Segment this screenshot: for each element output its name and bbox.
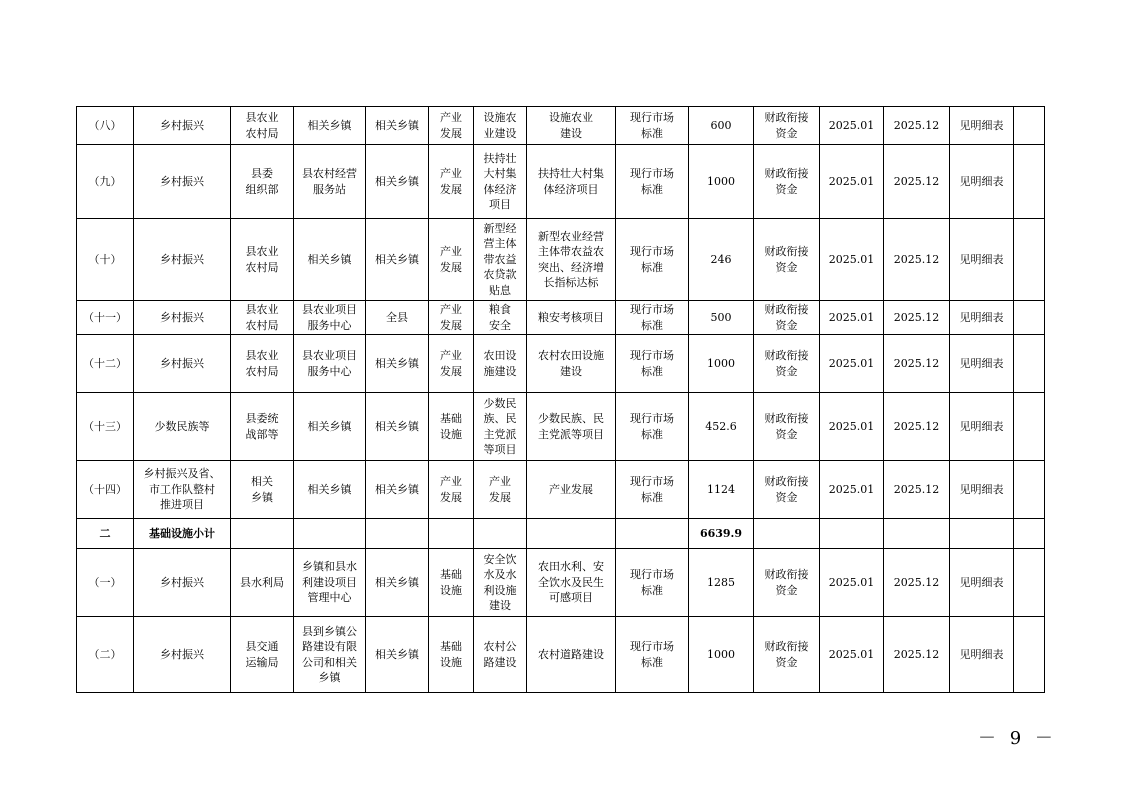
cell-end: 2025.12 [884, 393, 950, 461]
cell-location: 相关乡镇 [366, 549, 429, 617]
table-row [77, 461, 1045, 519]
cell-implementer: 县农业项目 服务中心 [294, 335, 366, 393]
cell-location: 相关乡镇 [366, 107, 429, 145]
cell-implementer: 县到乡镇公 路建设有限 公司和相关 乡镇 [294, 617, 366, 693]
cell-end: 2025.12 [884, 549, 950, 617]
cell-type: 产业 发展 [429, 461, 474, 519]
cell-department [231, 519, 294, 549]
cell-location: 相关乡镇 [366, 617, 429, 693]
table-row [77, 549, 1045, 617]
cell-location [366, 519, 429, 549]
cell-standard: 现行市场 标准 [616, 461, 689, 519]
cell-fund: 财政衔接 资金 [754, 461, 820, 519]
cell-start: 2025.01 [820, 107, 884, 145]
cell-seq: （十四） [77, 461, 134, 519]
cell-note [1014, 301, 1045, 335]
cell-detail: 见明细表 [950, 461, 1014, 519]
cell-end [884, 519, 950, 549]
cell-fund [754, 519, 820, 549]
cell-detail: 见明细表 [950, 145, 1014, 219]
cell-fund: 财政衔接 资金 [754, 617, 820, 693]
cell-standard: 现行市场 标准 [616, 145, 689, 219]
cell-note [1014, 549, 1045, 617]
cell-detail: 见明细表 [950, 107, 1014, 145]
cell-department: 县交通 运输局 [231, 617, 294, 693]
cell-seq: （十三） [77, 393, 134, 461]
cell-standard: 现行市场 标准 [616, 301, 689, 335]
cell-seq: （八） [77, 107, 134, 145]
cell-detail: 见明细表 [950, 301, 1014, 335]
cell-end: 2025.12 [884, 107, 950, 145]
cell-amount: 600 [689, 107, 754, 145]
cell-seq: （十） [77, 219, 134, 301]
cell-type: 产业 发展 [429, 301, 474, 335]
cell-type: 产业 发展 [429, 107, 474, 145]
cell-amount: 1000 [689, 617, 754, 693]
cell-content: 新型农业经营 主体带农益农 突出、经济增 长指标达标 [527, 219, 616, 301]
cell-category: 少数民族等 [134, 393, 231, 461]
table-row [77, 219, 1045, 301]
cell-subtype: 农田设 施建设 [474, 335, 527, 393]
cell-category: 乡村振兴 [134, 107, 231, 145]
cell-end: 2025.12 [884, 461, 950, 519]
cell-content: 农村道路建设 [527, 617, 616, 693]
cell-type: 基础 设施 [429, 617, 474, 693]
cell-subtype: 产业 发展 [474, 461, 527, 519]
cell-start: 2025.01 [820, 301, 884, 335]
cell-seq: （十一） [77, 301, 134, 335]
cell-fund: 财政衔接 资金 [754, 145, 820, 219]
cell-subtype: 设施农 业建设 [474, 107, 527, 145]
cell-category: 乡村振兴 [134, 549, 231, 617]
cell-start [820, 519, 884, 549]
cell-department: 县农业 农村局 [231, 219, 294, 301]
cell-content: 少数民族、民 主党派等项目 [527, 393, 616, 461]
cell-standard: 现行市场 标准 [616, 549, 689, 617]
cell-content: 设施农业 建设 [527, 107, 616, 145]
cell-seq: （九） [77, 145, 134, 219]
cell-end: 2025.12 [884, 617, 950, 693]
cell-amount: 246 [689, 219, 754, 301]
cell-fund: 财政衔接 资金 [754, 107, 820, 145]
cell-note [1014, 393, 1045, 461]
cell-implementer: 相关乡镇 [294, 107, 366, 145]
cell-standard [616, 519, 689, 549]
cell-detail: 见明细表 [950, 393, 1014, 461]
cell-subtype: 安全饮 水及水 利设施 建设 [474, 549, 527, 617]
cell-fund: 财政衔接 资金 [754, 335, 820, 393]
cell-amount: 1000 [689, 335, 754, 393]
cell-type [429, 519, 474, 549]
cell-note [1014, 461, 1045, 519]
cell-seq: （二） [77, 617, 134, 693]
cell-amount: 500 [689, 301, 754, 335]
cell-category: 乡村振兴及省、 市工作队整村 推进项目 [134, 461, 231, 519]
table-row [77, 617, 1045, 693]
cell-seq: 二 [77, 519, 134, 549]
cell-standard: 现行市场 标准 [616, 335, 689, 393]
cell-content: 农田水利、安 全饮水及民生 可感项目 [527, 549, 616, 617]
cell-type: 基础 设施 [429, 549, 474, 617]
cell-location: 全县 [366, 301, 429, 335]
cell-note [1014, 617, 1045, 693]
cell-start: 2025.01 [820, 219, 884, 301]
cell-fund: 财政衔接 资金 [754, 549, 820, 617]
cell-content: 农村农田设施 建设 [527, 335, 616, 393]
cell-start: 2025.01 [820, 335, 884, 393]
cell-amount: 1000 [689, 145, 754, 219]
cell-note [1014, 107, 1045, 145]
cell-department: 相关 乡镇 [231, 461, 294, 519]
cell-subtype [474, 519, 527, 549]
cell-category: 乡村振兴 [134, 145, 231, 219]
cell-standard: 现行市场 标准 [616, 219, 689, 301]
cell-category: 乡村振兴 [134, 617, 231, 693]
cell-location: 相关乡镇 [366, 145, 429, 219]
cell-subtype: 扶持壮 大村集 体经济 项目 [474, 145, 527, 219]
cell-implementer [294, 519, 366, 549]
cell-note [1014, 519, 1045, 549]
cell-start: 2025.01 [820, 549, 884, 617]
cell-category: 基础设施小计 [134, 519, 231, 549]
cell-detail: 见明细表 [950, 219, 1014, 301]
cell-content: 产业发展 [527, 461, 616, 519]
cell-category: 乡村振兴 [134, 219, 231, 301]
table-row [77, 145, 1045, 219]
cell-note [1014, 145, 1045, 219]
table-row [77, 301, 1045, 335]
cell-subtype: 新型经 营主体 带农益 农贷款 贴息 [474, 219, 527, 301]
table-row [77, 519, 1045, 549]
cell-location: 相关乡镇 [366, 461, 429, 519]
cell-end: 2025.12 [884, 335, 950, 393]
cell-content: 粮安考核项目 [527, 301, 616, 335]
cell-standard: 现行市场 标准 [616, 393, 689, 461]
cell-standard: 现行市场 标准 [616, 617, 689, 693]
cell-start: 2025.01 [820, 461, 884, 519]
cell-subtype: 粮食 安全 [474, 301, 527, 335]
project-table [76, 106, 1045, 693]
cell-note [1014, 219, 1045, 301]
cell-implementer: 相关乡镇 [294, 461, 366, 519]
cell-detail: 见明细表 [950, 335, 1014, 393]
cell-content [527, 519, 616, 549]
cell-department: 县水利局 [231, 549, 294, 617]
cell-type: 产业 发展 [429, 335, 474, 393]
cell-type: 产业 发展 [429, 145, 474, 219]
cell-end: 2025.12 [884, 145, 950, 219]
cell-detail: 见明细表 [950, 549, 1014, 617]
cell-amount: 1124 [689, 461, 754, 519]
cell-implementer: 县农业项目 服务中心 [294, 301, 366, 335]
cell-implementer: 相关乡镇 [294, 219, 366, 301]
cell-location: 相关乡镇 [366, 219, 429, 301]
cell-department: 县委统 战部等 [231, 393, 294, 461]
cell-standard: 现行市场 标准 [616, 107, 689, 145]
cell-implementer: 县农村经营 服务站 [294, 145, 366, 219]
cell-start: 2025.01 [820, 145, 884, 219]
cell-department: 县农业 农村局 [231, 107, 294, 145]
cell-start: 2025.01 [820, 617, 884, 693]
table-row [77, 107, 1045, 145]
cell-category: 乡村振兴 [134, 301, 231, 335]
cell-detail: 见明细表 [950, 617, 1014, 693]
cell-fund: 财政衔接 资金 [754, 219, 820, 301]
cell-implementer: 乡镇和县水 利建设项目 管理中心 [294, 549, 366, 617]
cell-amount: 452.6 [689, 393, 754, 461]
cell-start: 2025.01 [820, 393, 884, 461]
table-row [77, 335, 1045, 393]
cell-department: 县委 组织部 [231, 145, 294, 219]
page-number: － 9 － [978, 728, 1057, 749]
cell-amount: 1285 [689, 549, 754, 617]
cell-seq: （一） [77, 549, 134, 617]
cell-end: 2025.12 [884, 219, 950, 301]
cell-amount: 6639.9 [689, 519, 754, 549]
cell-subtype: 少数民 族、民 主党派 等项目 [474, 393, 527, 461]
cell-fund: 财政衔接 资金 [754, 301, 820, 335]
table-row [77, 393, 1045, 461]
cell-subtype: 农村公 路建设 [474, 617, 527, 693]
cell-location: 相关乡镇 [366, 335, 429, 393]
cell-department: 县农业 农村局 [231, 335, 294, 393]
cell-seq: （十二） [77, 335, 134, 393]
cell-detail [950, 519, 1014, 549]
cell-type: 基础 设施 [429, 393, 474, 461]
cell-location: 相关乡镇 [366, 393, 429, 461]
cell-implementer: 相关乡镇 [294, 393, 366, 461]
cell-content: 扶持壮大村集 体经济项目 [527, 145, 616, 219]
cell-type: 产业 发展 [429, 219, 474, 301]
cell-department: 县农业 农村局 [231, 301, 294, 335]
cell-note [1014, 335, 1045, 393]
cell-end: 2025.12 [884, 301, 950, 335]
cell-category: 乡村振兴 [134, 335, 231, 393]
cell-fund: 财政衔接 资金 [754, 393, 820, 461]
